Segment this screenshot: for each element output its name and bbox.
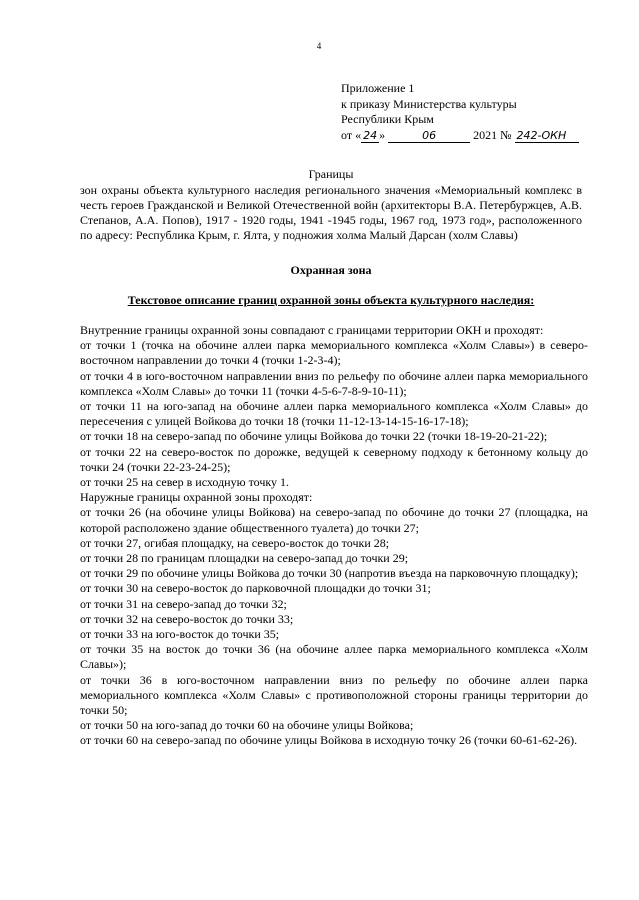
appendix-line-2: к приказу Министерства культуры xyxy=(341,96,517,111)
date-prefix: от « xyxy=(341,127,362,142)
zone-title: Охранная зона xyxy=(290,263,372,277)
paragraph: от точки 28 по границам площадки на северо-запад до точки 29; xyxy=(80,551,409,566)
page-number: 4 xyxy=(316,41,322,51)
paragraph: от точки 25 на север в исходную точку 1. xyxy=(80,475,290,490)
paragraph: Внутренние границы охранной зоны совпадают с границами территории ОКН и проходят: xyxy=(80,323,544,337)
paragraph: от точки 36 в юго-восточном направлении вниз по рельефу по обочине аллеи парка мемориального комплекса «Холм Славы» с противоположной стороны границы территории до точки 50; xyxy=(80,672,588,718)
intro-paragraph: зон охраны объекта культурного наследия регионального значения «Мемориальный комплекс в честь героев Гражданской и Великой Отечественной войн (архитекторы В.А. Петербуржцев, А.В. Степанов, А.А. Попов), 1917 - 1920 годы, 1941 -1945 годы, 1967 год, 1973 год», расположенного по адресу: Республика Крым, г. Ялта, у подножия холма Малый Дарсан (холм Славы) xyxy=(80,183,582,242)
appendix-line-1: Приложение 1 xyxy=(341,81,415,95)
paragraph: от точки 60 на северо-запад по обочине улицы Войкова в исходную точку 26 (точки 60-61-62-26). xyxy=(80,733,578,748)
paragraph: от точки 31 на северо-запад до точки 32; xyxy=(80,596,287,611)
description-title: Текстовое описание границ охранной зоны объекта культурного наследия: xyxy=(127,293,535,307)
paragraph: от точки 30 на северо-восток до парковочной площадки до точки 31; xyxy=(80,581,431,596)
paragraph: от точки 11 на юго-запад на обочине аллеи парка мемориального комплекса «Холм Славы» до пересечения с улицей Войкова до точки 18 (точки 11-12-13-14-15-16-17-18); xyxy=(80,399,588,429)
date-year: 2021 № xyxy=(473,127,512,142)
date-quote-close: » xyxy=(379,127,386,142)
paragraph: от точки 32 на северо-восток до точки 33; xyxy=(80,611,294,626)
paragraph: от точки 26 (на обочине улицы Войкова) на северо-запад по обочине до точки 27 (площадка, на которой расположено здание общественного туалета) до точки 27; xyxy=(80,505,588,535)
handwritten-day: 24 xyxy=(363,128,378,142)
handwritten-month: 06 xyxy=(388,130,470,143)
paragraph: от точки 1 (точка на обочине аллеи парка мемориального комплекса «Холм Славы») в северо-восточном направлении до точки 4 (точки 1-2-3-4); xyxy=(80,338,588,368)
appendix-line-3: Республики Крым xyxy=(341,112,434,126)
paragraph: от точки 35 на восток до точки 36 (на обочине аллее парка мемориального комплекса «Холм Славы»); xyxy=(80,642,588,672)
paragraph: от точки 4 в юго-восточном направлении вниз по рельефу по обочине аллеи парка мемориального комплекса «Холм Славы» до точки 11 (точки 4-5-6-7-8-9-10-11); xyxy=(80,368,588,398)
paragraph: от точки 27, огибая площадку, на северо-восток до точки 28; xyxy=(80,535,390,550)
boundary-description xyxy=(80,323,588,749)
document-heading: Границы xyxy=(308,167,354,181)
paragraph: от точки 22 на северо-восток по дорожке, ведущей к северному подходу к бетонному кольцу до точки 24 (точки 22-23-24-25); xyxy=(80,444,588,474)
handwritten-order-number: 242-ОКН xyxy=(515,130,579,143)
paragraph: от точки 18 на северо-запад по обочине улицы Войкова до точки 22 (точки 18-19-20-21-22); xyxy=(80,429,548,444)
appendix-block xyxy=(341,81,601,143)
paragraph: от точки 33 на юго-восток до точки 35; xyxy=(80,627,280,642)
paragraph: Наружные границы охранной зоны проходят: xyxy=(80,490,313,505)
appendix-date-line xyxy=(341,128,601,144)
paragraph: от точки 29 по обочине улицы Войкова до точки 30 (напротив въезда на парковочную площадку); xyxy=(80,566,579,581)
paragraph: от точки 50 на юго-запад до точки 60 на обочине улицы Войкова; xyxy=(80,718,414,733)
